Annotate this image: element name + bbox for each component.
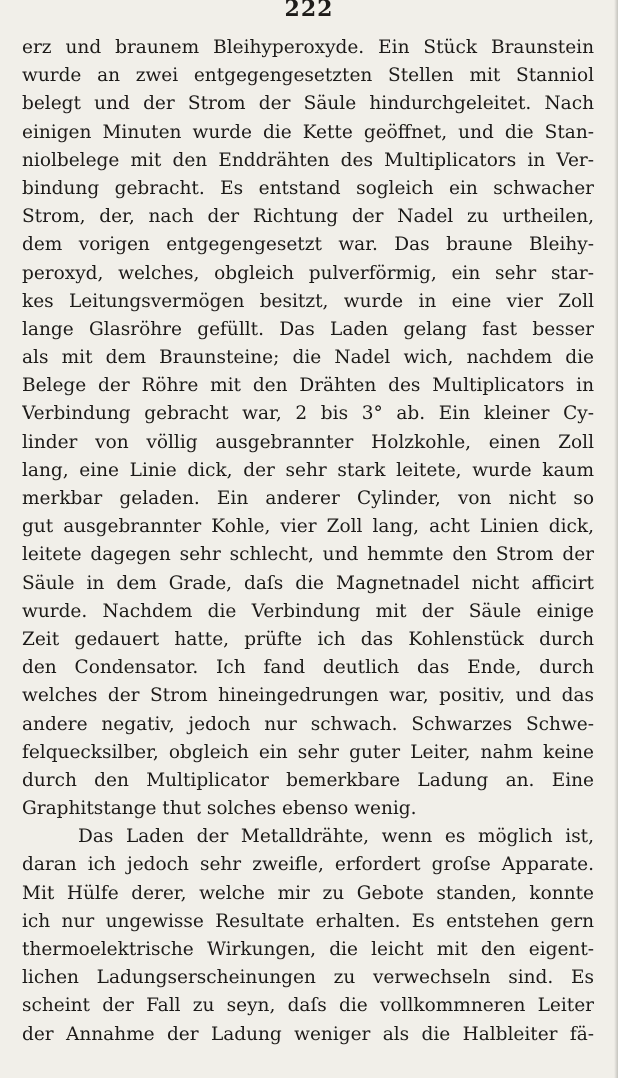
text-line: merkbar geladen. Ein anderer Cylinder, von nicht so	[22, 488, 594, 509]
paragraph-1	[22, 34, 594, 823]
text-line: durch den Multiplicator bemerkbare Ladung an. Eine	[22, 769, 594, 791]
text-line: als mit dem Braunsteine; die Nadel wich, nachdem die	[22, 347, 594, 369]
text-line: wurde an zwei entgegengesetzten Stellen mit Stanniol	[22, 65, 594, 87]
text-line: den Condensator. Ich fand deutlich das Ende, durch	[22, 657, 594, 679]
text-line: leitete dagegen sehr schlecht, und hemmte den Strom der	[22, 544, 594, 566]
text-line: der Annahme der Ladung weniger als die Halbleiter fä-	[22, 1023, 594, 1045]
text-line: wurde. Nachdem die Verbindung mit der Säule einige	[22, 600, 594, 622]
text-line: belegt und der Strom der Säule hindurchgeleitet. Nach	[22, 93, 594, 115]
text-line: linder von völlig ausgebrannter Holzkohle, einen Zoll	[22, 431, 594, 453]
text-line: lang, eine Linie dick, der sehr stark leitete, wurde kaum	[22, 459, 594, 481]
text-line: andere negativ, jedoch nur schwach. Schwarzes Schwe-	[22, 713, 594, 735]
text-line: welches der Strom hineingedrungen war, positiv, und das	[22, 685, 594, 707]
text-line: thermoelektrische Wirkungen, die leicht mit den eigent-	[22, 939, 594, 960]
text-line: dem vorigen entgegengesetzt war. Das braune Bleihy-	[22, 234, 594, 256]
text-line: lange Glasröhre gefüllt. Das Laden gelang fast besser	[22, 318, 594, 340]
text-line: Strom, der, nach der Richtung der Nadel zu urtheilen,	[22, 206, 594, 228]
page-edge-shadow	[614, 0, 618, 1078]
text-line: erz und braunem Bleihyperoxyde. Ein Stück Braunstein	[22, 37, 594, 58]
text-line: bindung gebracht. Es entstand sogleich ein schwacher	[22, 177, 594, 199]
text-line: lichen Ladungserscheinungen zu verwechseln sind. Es	[22, 967, 594, 989]
text-line: Zeit gedauert hatte, prüfte ich das Kohlenstück durch	[22, 628, 594, 650]
text-line: Das Laden der Metalldrähte, wenn es möglich ist,	[78, 826, 594, 848]
text-line: Säule in dem Grade, daſs die Magnetnadel nicht afficirt	[22, 572, 594, 594]
text-line: gut ausgebrannter Kohle, vier Zoll lang, acht Linien dick,	[22, 516, 594, 538]
text-line: kes Leitungsvermögen besitzt, wurde in eine vier Zoll	[22, 290, 594, 312]
text-line: ich nur ungewisse Resultate erhalten. Es entstehen gern	[22, 910, 594, 932]
text-line: felquecksilber, obgleich ein sehr guter Leiter, nahm keine	[22, 741, 594, 763]
text-line: daran ich jedoch sehr zweifle, erfordert groſse Apparate.	[22, 854, 594, 876]
paragraph-2	[22, 823, 594, 1049]
text-line: scheint der Fall zu seyn, daſs die vollkommneren Leiter	[22, 995, 594, 1017]
text-line: Belege der Röhre mit den Drähten des Multiplicators in	[22, 375, 594, 397]
text-line: Verbindung gebracht war, 2 bis 3° ab. Ein kleiner Cy-	[22, 403, 594, 425]
text-line: einigen Minuten wurde die Kette geöffnet, und die Stan-	[22, 121, 594, 143]
text-line: peroxyd, welches, obgleich pulverförmig, ein sehr star-	[22, 262, 594, 284]
text-line: niolbelege mit den Enddrähten des Multiplicators in Ver-	[22, 149, 594, 171]
text-line: Graphitstange thut solches ebenso wenig.	[22, 798, 417, 820]
page-number: 222	[284, 0, 334, 22]
body-text	[22, 34, 594, 1049]
text-line: Mit Hülfe derer, welche mir zu Gebote standen, konnte	[22, 882, 594, 904]
